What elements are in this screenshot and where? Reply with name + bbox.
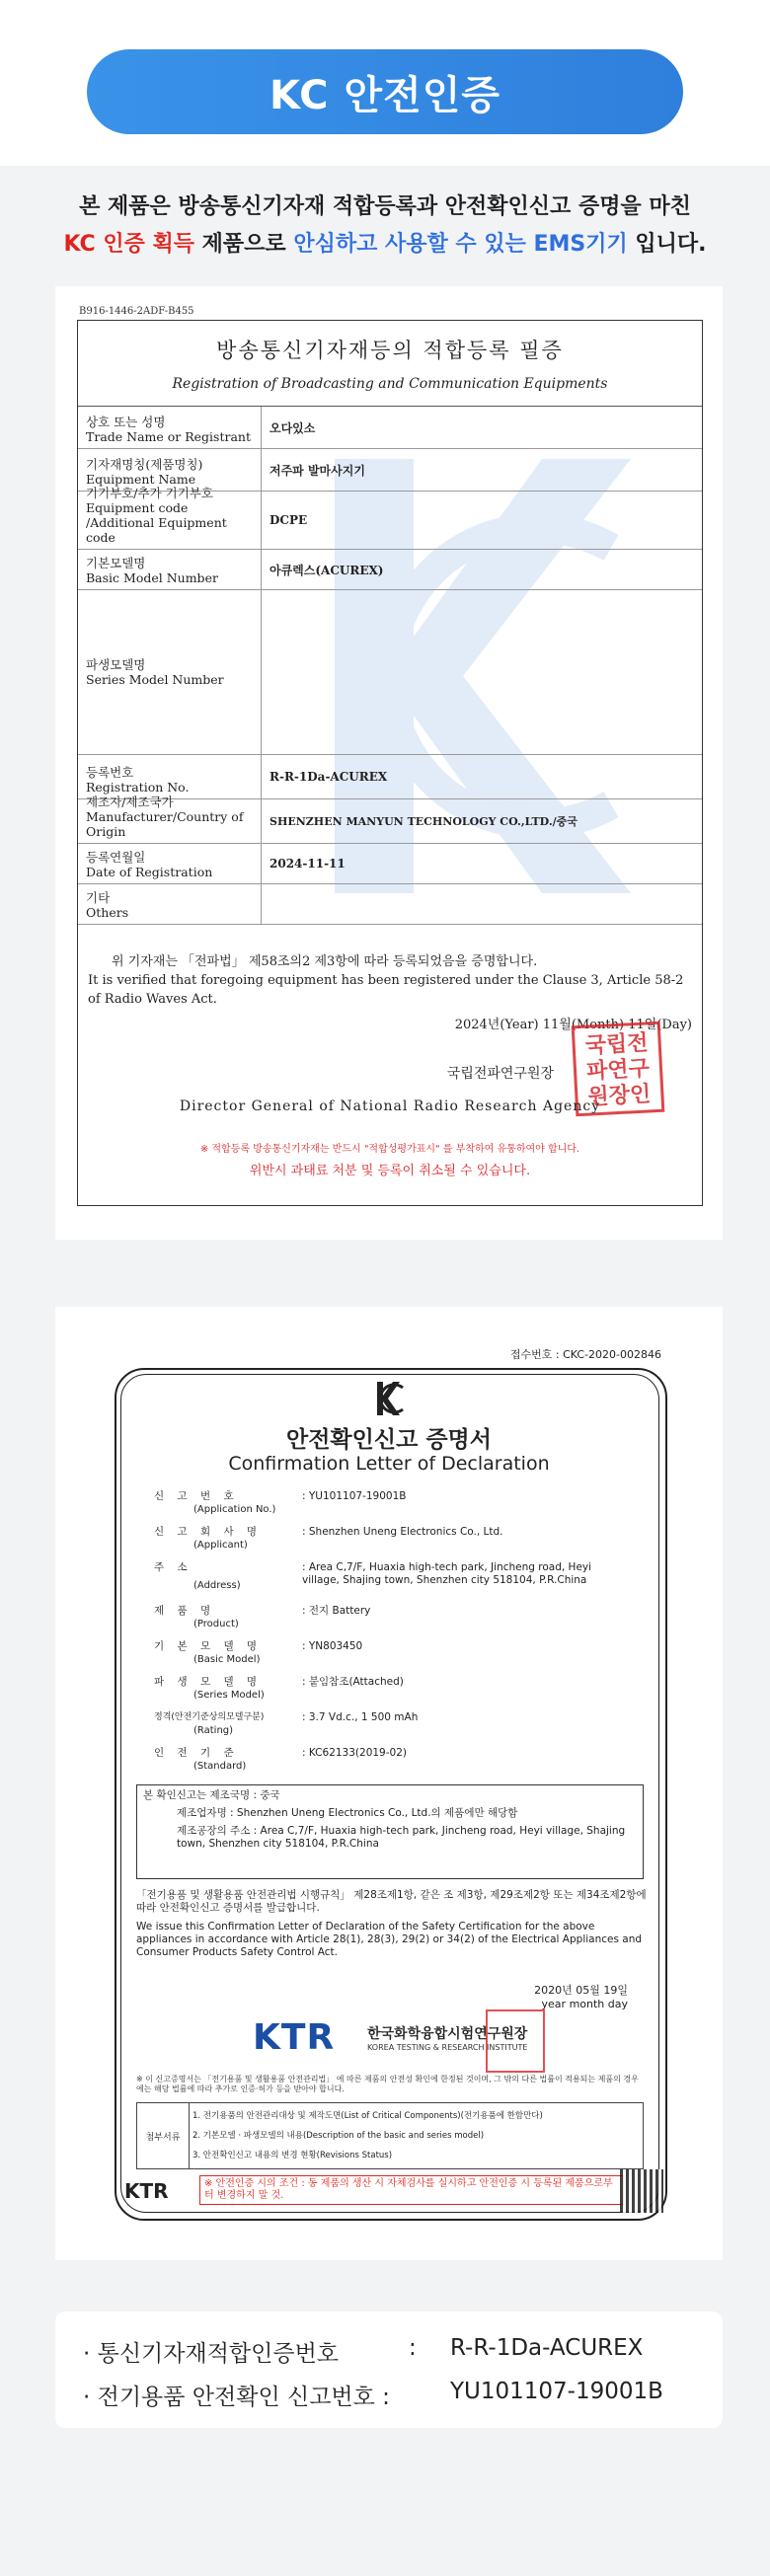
row-label: 기타 Others (78, 884, 262, 924)
banner-title: KC 안전인증 (269, 72, 501, 118)
issue-statement-english: We issue this Confirmation Letter of Declaration of the Safety Certification for the above appliances in accordance with Article 28(1), 28(3), 29(2) or 34(2) of the Electrical Appliances and Consumer Products Safety Control Act. (136, 1921, 643, 1958)
intro-section (0, 166, 770, 286)
table-row (78, 884, 702, 925)
warning-penalty: 위반시 과태료 처분 및 등록이 취소될 수 있습니다. (249, 1164, 531, 1178)
director-title: Director General of National Radio Research Agency (179, 1099, 601, 1114)
row-value: 저주파 발마사지기 (270, 463, 365, 478)
legal-note: ※ 이 신고증명서는 「전기용품 및 생활용품 안전관리법」 에 따른 제품의 안전성 확인에 한정된 것이며, 그 밖의 다른 법률이 적용되는 제품의 경우에는 해당 법률에 따라 추가로 인증·허가 등을 받아야 합니다. (136, 2075, 639, 2093)
kc-mark-icon (373, 1380, 405, 1417)
ktr-footer-logo: KTR (124, 2179, 169, 2203)
intro-mid-text: 제품으로 (194, 232, 294, 257)
row-value: SHENZHEN MANYUN TECHNOLOGY CO.,LTD./중국 (270, 815, 578, 828)
table-row (78, 590, 702, 755)
row-label: 상호 또는 성명 Trade Name or Registrant (78, 407, 262, 448)
intro-line-2 (0, 227, 770, 258)
ktr-logo: KTR (253, 2017, 336, 2058)
attachment-item: 2. 기본모델 · 파생모델의 내용(Description of the basic and series model) (192, 2131, 485, 2141)
safety-declaration-certificate: 접수번호 : CKC-2020-002846 안전확인신고 증명서 Confirmation Letter of Declaration 신 고 번 호 (Application No.) : YU101107-19001B 신 고 회 사 명 (Applicant) : Shenzhen Uneng Electronics Co., Ltd. 주 소 (Address) : Area C,7/F, Huaxia high-tech park, Jincheng road, Heyi village, Shajing town, Shenzhen city 518104, P.R.China 제 품 명 (Product) : 전지 Battery 기 본 모 델 명 (Basic Model) : YN803450 파 생 모 델 명 (Series Model) : 붙임참조(Attached) 정격(안전기준상의모델구분) (Rating) : 3.7 Vd.c., 1 500 mAh 인 전 기 준 (Standard) : KC62133(2019-02) 본 확인신고는 제조국명 : 중국 제조업자명 : Shenzhen Uneng Electronics Co., Ltd.의 제품에만 해당함 제조공장의 주소 : Area C,7/F, Huaxia high-tech park, Jincheng road, Heyi village, Shajing town, Shenzhen city 518104, P.R.China 「전기용품 및 생활용품 안전관리법 시행규칙」 제28조제1항, 같은 조 제3항, 제29조제2항 또는 제34조제2항에 따라 안전확인신고 증명서를 발급합니다. We issue this Confirmation Letter of Declaration of the Safety Certification for the above appliances in accordance with Article 28(1), 28(3), 29(2) or 34(2) of the Electrical Appliances and Consumer Products Safety Control Act. 2020년 05월 19일 year month day KTR 한국화학융합시험연구원장 KOREA TESTING & RESEARCH INSTITUTE ※ 이 신고증명서는 「전기용품 및 생활용품 안전관리법」 에 따른 제품의 안전성 확인에 한정된 것이며, 그 밖의 다른 법률이 적용되는 제품의 경우에는 해당 법률에 따라 추가로 인증·허가 등을 받아야 합니다. 첨부서류 1. 전기용품의 안전관리대상 및 제작도면(List of Critical Components)(전기용품에 한함만다) 2. 기본모델 · 파생모델의 내용(Description of the basic and series model) 3. 안전확인신고 내용의 변경 현황(Revisions Status) KTR ※ 안전인증 시의 조건 : 동 제품의 생산 시 자체검사를 실시하고 안전인증 시 등록된 제품으로부터 변경하지 말 것. (55, 1307, 723, 2260)
row-value (262, 884, 702, 924)
certificate-title: 안전확인신고 증명서 (286, 1427, 492, 1453)
row-label: 기기부호/추가 기기부호 Equipment code /Additional Equipment code (78, 492, 262, 549)
certification-summary (55, 2311, 723, 2428)
row-value: 아큐렉스(ACUREX) (270, 563, 384, 577)
issue-statement-korean: 「전기용품 및 생활용품 안전관리법 시행규칙」 제28조제1항, 같은 조 제3항, 제29조제2항 또는 제34조제2항에 따라 안전확인신고 증명서를 발급합니다. (136, 1889, 647, 1914)
attachment-item: 3. 안전확인신고 내용의 변경 현황(Revisions Status) (192, 2151, 393, 2160)
row-label: 기자재명칭(제품명칭) Equipment Name (78, 449, 262, 491)
issue-date-en: year month day (541, 1998, 628, 2010)
broadcasting-registration-certificate (55, 286, 723, 1240)
row-value: 오다있소 (270, 420, 316, 435)
row-label: 기본모델명 Basic Model Number (78, 550, 262, 589)
manufacturer-box (136, 1784, 644, 1879)
banner-section (0, 0, 770, 166)
summary-label: · 통신기자재적합인증번호 (83, 2341, 340, 2367)
safe-use-text: 안심하고 사용할 수 있는 EMS기기 (293, 232, 628, 257)
factory-address: 제조공장의 주소 : Area C,7/F, Huaxia high-tech park, Jincheng road, Heyi village, Shajing town, Shenzhen city 518104, P.R.China (177, 1825, 626, 1850)
issue-date-ko: 2020년 05월 19일 (534, 1984, 628, 1997)
row-value: R-R-1Da-ACUREX (270, 770, 388, 784)
certificate-subtitle: Confirmation Letter of Declaration (228, 1453, 550, 1475)
row-label: 등록번호 Registration No. (78, 755, 262, 798)
certification-condition-note: ※ 안전인증 시의 조건 : 동 제품의 생산 시 자체검사를 실시하고 안전인증 시 등록된 제품으로부터 변경하지 말 것. (199, 2175, 624, 2205)
registration-date: 2024년(Year) 11월(Month) 11일(Day) (454, 1018, 692, 1032)
ktr-name: 한국화학융합시험연구원장 (367, 2026, 528, 2042)
document-code: B916-1446-2ADF-B455 (79, 306, 194, 317)
table-row (78, 755, 702, 799)
certificate-subtitle: Registration of Broadcasting and Communication Equipments (172, 376, 608, 392)
registration-table (78, 406, 702, 925)
attachment-label: 첨부서류 (137, 2103, 190, 2168)
kc-certification-banner (87, 49, 683, 134)
summary-label: · 전기용품 안전확인 신고번호 : (83, 2385, 390, 2410)
qr-code-icon (620, 2169, 663, 2213)
table-row (78, 795, 702, 844)
body-korean: 위 기자재는 「전파법」 제58조의2 제3항에 따라 등록되었음을 증명합니다. (112, 954, 538, 969)
row-value (262, 590, 702, 754)
row-value: DCPE (270, 513, 308, 527)
intro-end-text: 입니다. (627, 232, 707, 257)
certificate-title: 방송통신기자재등의 적합등록 필증 (216, 339, 564, 362)
warning-note: ※ 적합등록 방송통신기자재는 반드시 "적합성평가표시" 를 부착하여 유통하여야 합니다. (199, 1144, 580, 1155)
ktr-seal (486, 2009, 545, 2073)
manufacturer-name: 제조업자명 : Shenzhen Uneng Electronics Co., Ltd.의 제품에만 해당함 (177, 1807, 518, 1819)
ktr-english-name: KOREA TESTING & RESEARCH INSTITUTE (367, 2043, 528, 2052)
table-row (78, 486, 702, 550)
row-label: 제조자/제조국가 Manufacturer/Country of Origin (78, 799, 262, 843)
intro-line-1: 본 제품은 방송통신기자재 적합등록과 안전확인신고 증명을 마친 (79, 194, 691, 219)
table-row (78, 844, 702, 884)
summary-value: YU101107-19001B (450, 2379, 663, 2404)
row-value: 2024-11-11 (270, 857, 346, 871)
table-row (78, 550, 702, 590)
kc-acquired-text: KC 인증 획득 (63, 232, 194, 257)
official-seal: 국립전파연구원장인 (572, 1022, 665, 1117)
summary-colon: : (409, 2335, 417, 2361)
certificate-body (78, 952, 702, 1009)
row-label: 등록연월일 Date of Registration (78, 844, 262, 883)
receipt-number: 접수번호 : CKC-2020-002846 (509, 1348, 661, 1361)
body-english: It is verified that foregoing equipment has been registered under the Clause 3, Article 58-2 of Radio Waves Act. (88, 973, 684, 1007)
summary-value: R-R-1Da-ACUREX (450, 2335, 644, 2361)
table-row (78, 407, 702, 449)
certificate-frame (77, 320, 703, 1206)
issue-date (534, 1982, 628, 2010)
attachment-item: 1. 전기용품의 안전관리대상 및 제작도면(List of Critical Components)(전기용품에 한함만다) (192, 2111, 543, 2121)
row-label: 파생모델명 Series Model Number (78, 590, 262, 754)
manufacturing-country: 본 확인신고는 제조국명 : 중국 (143, 1789, 280, 1801)
attachment-table (136, 2102, 644, 2169)
institution-name: 국립전파연구원장 (446, 1066, 554, 1082)
